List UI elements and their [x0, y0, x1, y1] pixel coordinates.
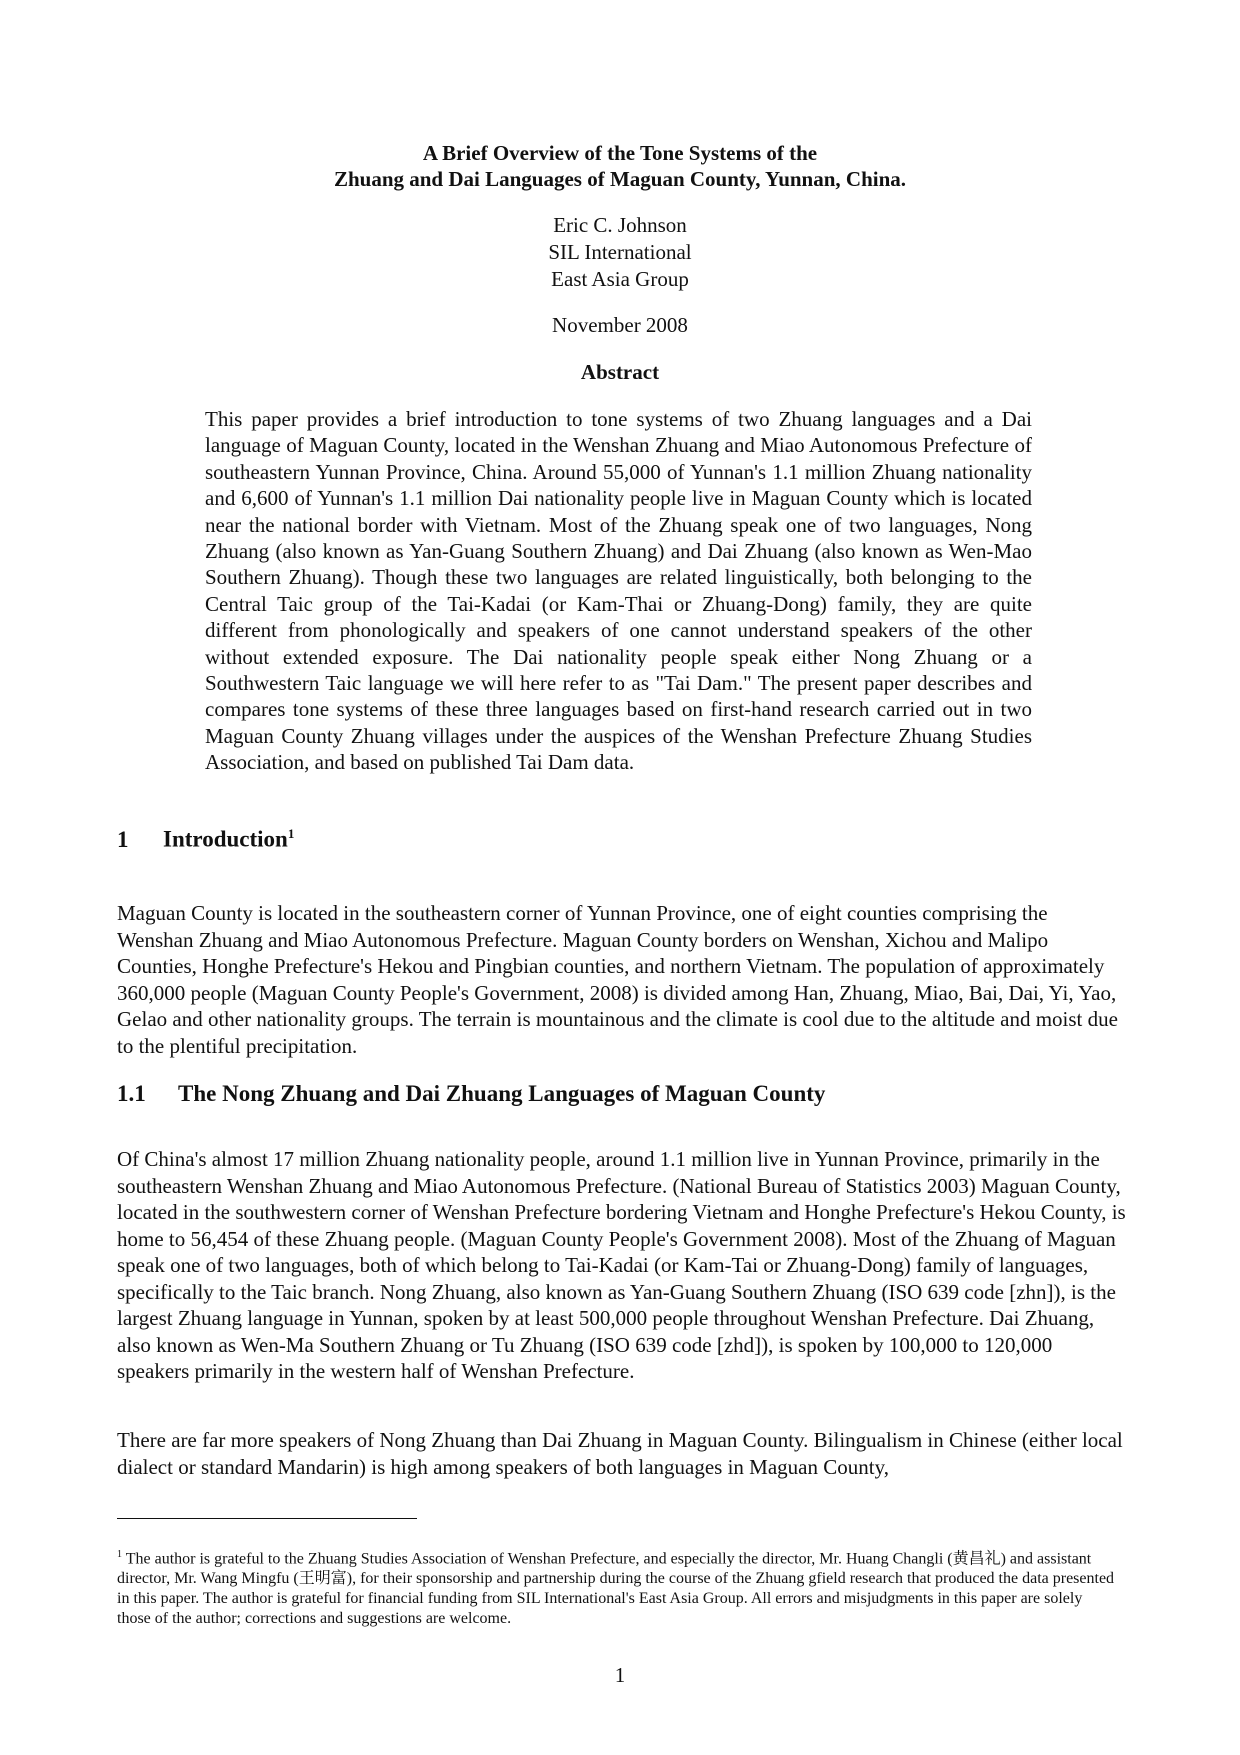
section-title: Introduction: [163, 826, 288, 852]
footnote-reference[interactable]: 1: [287, 826, 295, 841]
section-number: 1: [117, 826, 129, 852]
footnote-divider: [117, 1518, 417, 1519]
author-organization: SIL International: [548, 240, 692, 264]
abstract-heading: Abstract: [580, 360, 660, 384]
author-group: East Asia Group: [551, 267, 689, 291]
title-line-2: Zhuang and Dai Languages of Maguan County, Yunnan, China.: [333, 167, 907, 191]
footnote: [117, 1545, 1117, 1629]
abstract-text: This paper provides a brief introduction to tone systems of two Zhuang languages and a Dai language of Maguan County, located in the Wenshan Zhuang and Miao Autonomous Prefecture of southeastern Yunnan Province, China. Around 55,000 of Yunnan's 1.1 million Zhuang nationality and 6,600 of Yunnan's 1.1 million Dai nationality people live in Maguan County which is located near the national border with Vietnam. Most of the Zhuang speak one of two languages, Nong Zhuang (also known as Yan-Guang Southern Zhuang) and Dai Zhuang (also known as Wen-Mao Southern Zhuang). Though these two languages are related linguistically, both belonging to the Central Taic group of the Tai-Kadai (or Kam-Thai or Zhuang-Dong) family, they are quite different from phonologically and speakers of one cannot understand speakers of the other without extended exposure. The Dai nationality people speak either Nong Zhuang or a Southwestern Taic language we will here refer to as "Tai Dam." The present paper describes and compares tone systems of these three languages based on first-hand research carried out in two Maguan County Zhuang villages under the auspices of the Wenshan Prefecture Zhuang Studies Association, and based on published Tai Dam data.: [205, 407, 1032, 775]
paper-title: [0, 140, 1240, 192]
title-line-1: A Brief Overview of the Tone Systems of the: [422, 141, 818, 165]
section-1-1-heading: [117, 1081, 825, 1107]
author-name: Eric C. Johnson: [553, 213, 687, 237]
publication-date: November 2008: [552, 313, 688, 337]
footnote-text: The author is grateful to the Zhuang Studies Association of Wenshan Prefecture, and especially the director, Mr. Huang Changli (黄昌礼) and assistant director, Mr. Wang Mingfu (王明富), for their sponsorship and partnership during the course of the Zhuang gfield research that produced the data presented in this paper. The author is grateful for financial funding from SIL International's East Asia Group. All errors and misjudgments in this paper are solely those of the author; corrections and suggestions are welcome.: [117, 1550, 1115, 1628]
subsection-number: 1.1: [117, 1081, 146, 1106]
author-block: [0, 212, 1240, 293]
page-number: 1: [614, 1663, 626, 1687]
introduction-paragraph: Maguan County is located in the southeastern corner of Yunnan Province, one of eight counties comprising the Wenshan Zhuang and Miao Autonomous Prefecture. Maguan County borders on Wenshan, Xichou and Malipo Counties, Honghe Prefecture's Hekou and Pingbian counties, and northern Vietnam. The population of approximately 360,000 people (Maguan County People's Government, 2008) is divided among Han, Zhuang, Miao, Bai, Dai, Yi, Yao, Gelao and other nationality groups. The terrain is mountainous and the climate is cool due to the altitude and moist due to the plentiful precipitation.: [117, 901, 1118, 1058]
subsection-title: The Nong Zhuang and Dai Zhuang Languages of Maguan County: [178, 1081, 826, 1106]
section-1-heading: [117, 826, 294, 853]
footnote-mark: 1: [117, 1549, 122, 1560]
body-paragraph: There are far more speakers of Nong Zhuang than Dai Zhuang in Maguan County. Bilingualism in Chinese (either local dialect or standard Mandarin) is high among speakers of both languages in Maguan County,: [117, 1428, 1123, 1479]
body-paragraph: Of China's almost 17 million Zhuang nationality people, around 1.1 million live in Yunnan Province, primarily in the southeastern Wenshan Zhuang and Miao Autonomous Prefecture. (National Bureau of Statistics 2003) Maguan County, located in the southwestern corner of Wenshan Prefecture bordering Vietnam and Honghe Prefecture's Hekou County, is home to 56,454 of these Zhuang people. (Maguan County People's Government 2008). Most of the Zhuang of Maguan speak one of two languages, both of which belong to Tai-Kadai (or Kam-Tai or Zhuang-Dong) family of languages, specifically to the Taic branch. Nong Zhuang, also known as Yan-Guang Southern Zhuang (ISO 639 code [zhn]), is the largest Zhuang language in Yunnan, spoken by at least 500,000 people throughout Wenshan Prefecture. Dai Zhuang, also known as Wen-Ma Southern Zhuang or Tu Zhuang (ISO 639 code [zhd]), is spoken by 100,000 to 120,000 speakers primarily in the western half of Wenshan Prefecture.: [117, 1147, 1126, 1383]
